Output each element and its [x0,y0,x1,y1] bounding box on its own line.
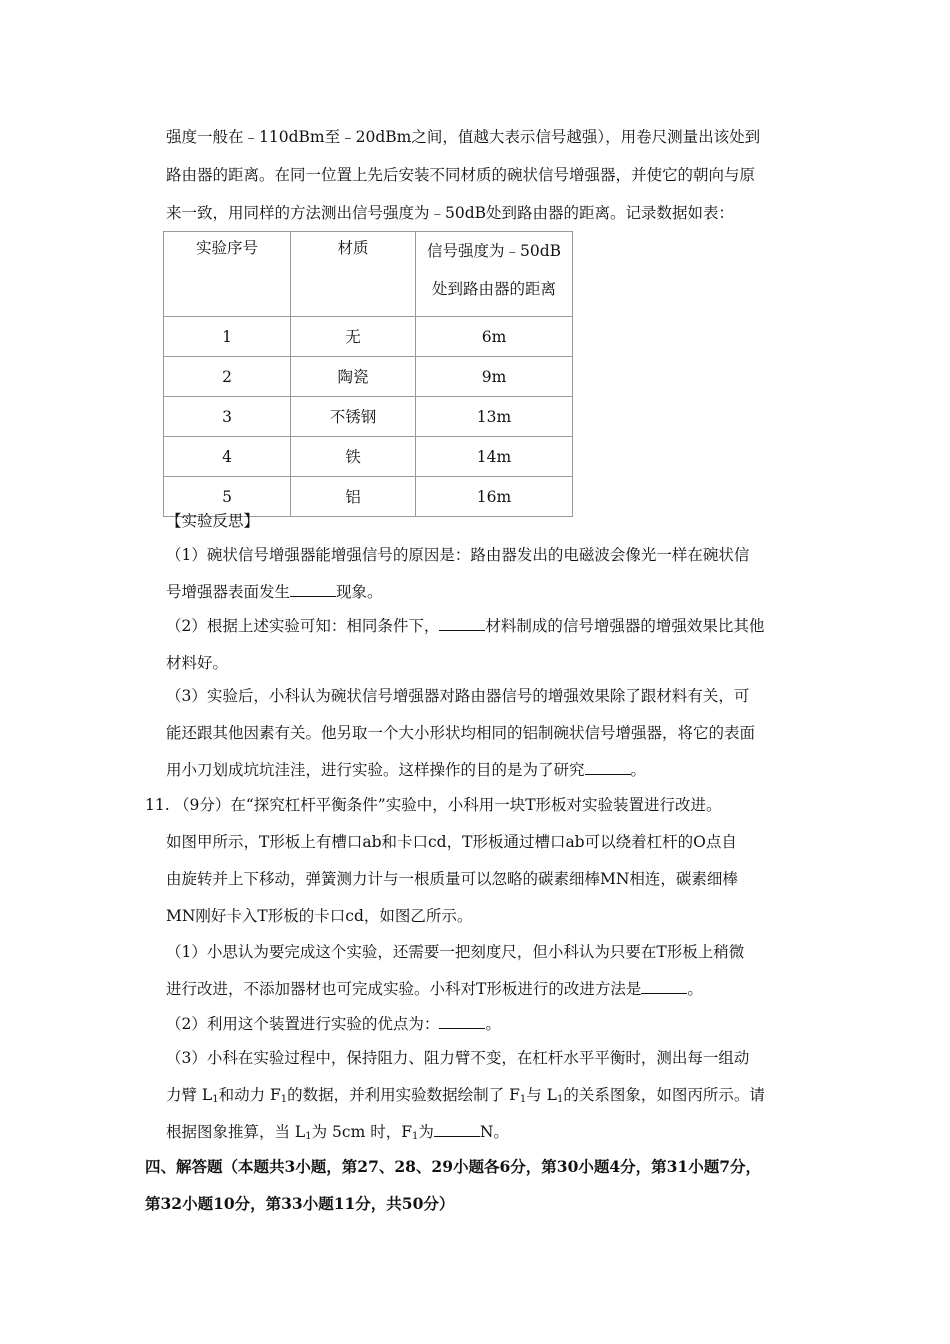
answer-blank [641,979,687,994]
p11-line-3: 由旋转并上下移动，弹簧测力计与一根质量可以忽略的碳素细棒MN相连，碳素细棒 [166,870,738,888]
cell-serial: 3 [164,397,291,437]
table-row [164,357,573,397]
cell-distance: 14m [416,437,573,477]
p11-line-1: （9分）在“探究杠杆平衡条件”实验中，小科用一块T形板对实验装置进行改进。 [174,796,722,814]
header-distance-line-1: 信号强度为﹣50dB [426,242,562,260]
p11-s3-line-2 [166,1085,765,1105]
p11-s1-text: 进行改进，不添加器材也可完成实验。小科对T形板进行的改进方法是 [166,980,642,998]
header-distance-line-2: 处到路由器的距离 [431,280,556,298]
section-4-heading-line-1: 四、解答题（本题共3小题，第27、28、29小题各6分，第30小题4分，第31小题7分， [145,1157,761,1176]
q2-line-2: 材料好。 [166,654,229,672]
table-row [164,437,573,477]
cell-serial: 5 [164,477,291,517]
q3-line-1: （3）实验后，小科认为碗状信号增强器对路由器信号的增强效果除了跟材料有关，可 [166,687,750,705]
p11-s3-text: 为 5cm 时，F [311,1123,412,1141]
p11-s3-text: 与 L [526,1086,557,1104]
subscript: 1 [305,1131,312,1142]
cell-distance: 16m [416,477,573,517]
q3-line-3 [166,760,646,780]
q1-text: 号增强器表面发生 [166,583,291,601]
section-4-heading-line-2: 第32小题10分，第33小题11分，共50分） [145,1194,455,1213]
cell-distance: 6m [416,317,573,357]
p11-s3-line-1: （3）小科在实验过程中，保持阻力、阻力臂不变，在杠杆水平平衡时，测出每一组动 [166,1049,750,1067]
subscript: 1 [280,1094,288,1105]
p11-s2-tail: 。 [485,1015,501,1033]
subscript: 1 [556,1094,564,1105]
subscript: 1 [519,1094,527,1105]
subscript: 1 [212,1094,219,1105]
answer-blank [585,760,631,775]
cell-material: 无 [291,317,416,357]
p11-s3-text: 的数据，并利用实验数据绘制了 F [287,1086,520,1104]
p11-s1-line-2 [166,979,703,999]
subscript: 1 [411,1131,419,1142]
q3-text: 用小刀划成坑坑洼洼，进行实验。这样操作的目的是为了研究 [166,761,585,779]
table-row [164,397,573,437]
q2-text: （2）根据上述实验可知：相同条件下， [166,617,440,635]
answer-blank [439,1014,485,1029]
p11-line-2: 如图甲所示，T形板上有槽口ab和卡口cd，T形板通过槽口ab可以绕着杠杆的O点自 [166,833,737,851]
p11-s1-line-1: （1）小思认为要完成这个实验，还需要一把刻度尺，但小科认为只要在T形板上稍微 [166,943,745,961]
cell-material: 铝 [291,477,416,517]
cell-serial: 4 [164,437,291,477]
cell-serial: 1 [164,317,291,357]
header-material: 材质 [291,232,416,317]
q1-tail: 现象。 [336,583,383,601]
p11-s1-tail: 。 [687,980,703,998]
table-header-row [164,232,573,317]
q1-line-2 [166,582,383,602]
q2-tail: 材料制成的信号增强器的增强效果比其他 [485,617,765,635]
problem-11-number: 11. [145,796,170,814]
p11-s2-text: （2）利用这个装置进行实验的优点为： [166,1015,440,1033]
intro-line-2: 路由器的距离。在同一位置上先后安装不同材质的碗状信号增强器，并使它的朝向与原 [166,166,756,184]
p11-s3-text: 根据图象推算，当 L [166,1123,306,1141]
p11-s2-line [166,1014,501,1034]
data-table [163,231,573,517]
p11-s3-text: 的关系图象，如图丙所示。请 [563,1086,765,1104]
cell-material: 铁 [291,437,416,477]
intro-line-3: 来一致，用同样的方法测出信号强度为﹣50dB处到路由器的距离。记录数据如表： [166,204,735,222]
p11-s3-tail: N。 [479,1123,509,1141]
cell-serial: 2 [164,357,291,397]
cell-material: 不锈钢 [291,397,416,437]
header-serial: 实验序号 [164,232,291,317]
p11-s3-text: 力臂 L [166,1086,213,1104]
q3-line-2: 能还跟其他因素有关。他另取一个大小形状均相同的铝制碗状信号增强器，将它的表面 [166,724,756,742]
q2-line-1 [166,616,764,636]
cell-distance: 13m [416,397,573,437]
answer-blank [434,1122,480,1137]
p11-line-4: MN刚好卡入T形板的卡口cd，如图乙所示。 [166,907,473,925]
cell-material: 陶瓷 [291,357,416,397]
p11-s3-line-3 [166,1122,509,1142]
reflection-title: 【实验反思】 [166,512,260,530]
header-distance [416,232,573,317]
q3-tail: 。 [630,761,647,779]
p11-s3-text: 和动力 F [218,1086,281,1104]
p11-s3-text: 为 [418,1123,434,1141]
intro-line-1: 强度一般在﹣110dBm至﹣20dBm之间，值越大表示信号越强），用卷尺测量出该处到 [166,128,761,146]
answer-blank [290,582,336,597]
q1-line-1: （1）碗状信号增强器能增强信号的原因是：路由器发出的电磁波会像光一样在碗状信 [166,546,750,564]
table-row [164,317,573,357]
cell-distance: 9m [416,357,573,397]
answer-blank [439,616,485,631]
